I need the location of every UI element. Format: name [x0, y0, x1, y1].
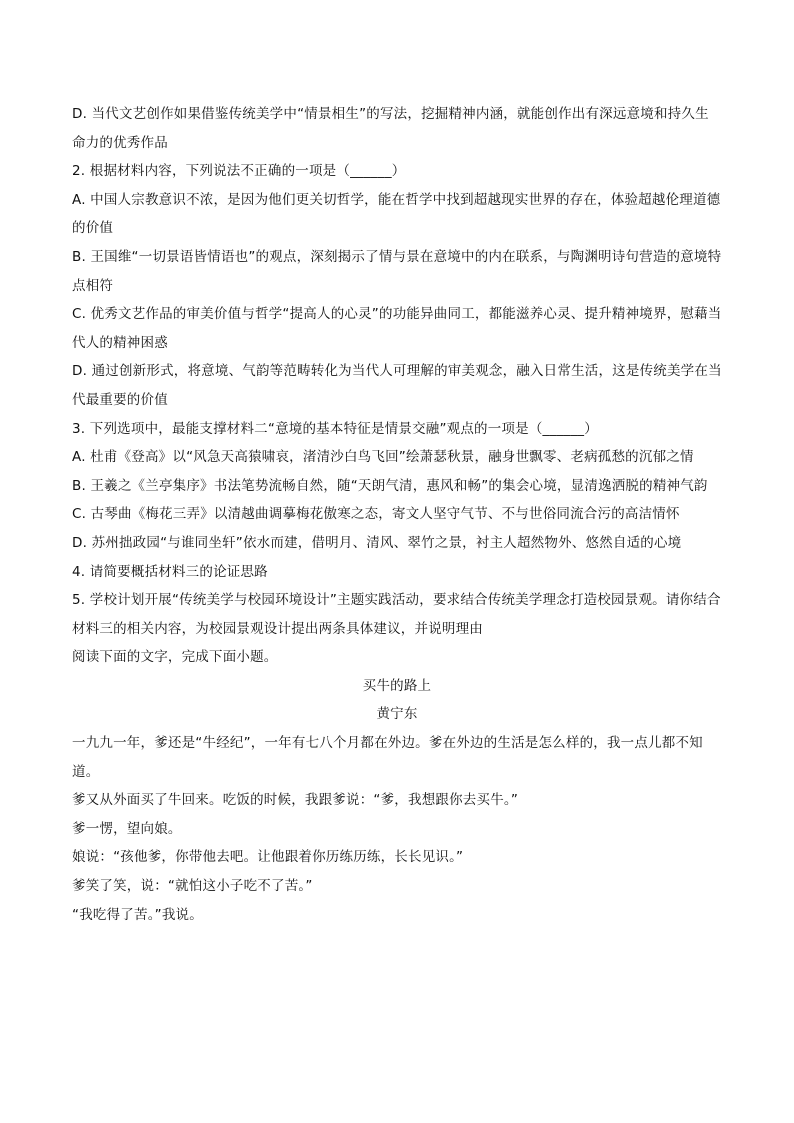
- q3-option-a: A. 杜甫《登高》以“风急天高猿啸哀，渚清沙白鸟飞回”绘萧瑟秋景，融身世飘零、老病孤愁的沉郁之情: [72, 449, 694, 466]
- q5-question: 5. 学校计划开展“传统美学与校园环境设计”主题实践活动，要求结合传统美学理念打造校园景观。请你结合材料三的相关内容，为校园景观设计提出两条具体建议，并说明理由: [72, 592, 721, 637]
- q2-option-a: A. 中国人宗教意识不浓，是因为他们更关切哲学，能在哲学中找到超越现实世界的存在，体验超越伦理道德的价值: [72, 191, 721, 237]
- story-paragraph: 爹一愣，望向娘。: [72, 820, 182, 837]
- story-title: 买牛的路上: [362, 677, 432, 694]
- q3-stem: 3. 下列选项中，最能支撑材料二“意境的基本特征是情景交融”观点的一项是（______）: [72, 420, 598, 437]
- q2-option-c: C. 优秀文艺作品的审美价值与哲学“提高人的心灵”的功能异曲同工，都能滋养心灵、提升精神境界，慰藉当代人的精神困惑: [72, 306, 722, 351]
- q3-option-d: D. 苏州拙政园“与谁同坐轩”依水而建，借明月、清风、翠竹之景，衬主人超然物外、悠然自适的心境: [72, 534, 682, 551]
- q3-option-c: C. 古琴曲《梅花三弄》以清越曲调摹梅花傲寒之态，寄文人坚守气节、不与世俗同流合污的高洁情怀: [72, 506, 680, 523]
- q4-question: 4. 请简要概括材料三的论证思路: [72, 563, 268, 580]
- q1-option-d: D. 当代文艺创作如果借鉴传统美学中“情景相生”的写法，挖掘精神内涵，就能创作出有深远意境和持久生命力的优秀作品: [72, 106, 709, 151]
- story-paragraph: 爹又从外面买了牛回来。吃饭的时候，我跟爹说：“爹，我想跟你去买牛。”: [72, 792, 519, 809]
- q2-option-d: D. 通过创新形式，将意境、气韵等范畴转化为当代人可理解的审美观念，融入日常生活，这是传统美学在当代最重要的价值: [72, 363, 722, 408]
- story-author: 黄宁东: [376, 706, 418, 723]
- story-paragraph: “我吃得了苦。”我说。: [72, 906, 203, 923]
- q2-stem: 2. 根据材料内容，下列说法不正确的一项是（______）: [72, 163, 406, 180]
- story-paragraph: 爹笑了笑，说：“就怕这小子吃不了苦。”: [72, 878, 313, 895]
- story-paragraph: 娘说：“孩他爹，你带他去吧。让他跟着你历练历练，长长见识。”: [72, 849, 464, 866]
- story-paragraph: 一九九一年，爹还是“牛经纪”，一年有七八个月都在外边。爹在外边的生活是怎么样的，我一点儿都不知道。: [72, 735, 703, 780]
- q3-option-b: B. 王羲之《兰亭集序》书法笔势流畅自然，随“天朗气清，惠风和畅”的集会心境，显清逸洒脱的精神气韵: [72, 477, 708, 494]
- reading-instruction: 阅读下面的文字，完成下面小题。: [72, 649, 278, 666]
- document-body: [72, 100, 722, 929]
- q2-option-b: B. 王国维“一切景语皆情语也”的观点，深刻揭示了情与景在意境中的内在联系，与陶渊明诗句营造的意境特点相符: [72, 248, 722, 294]
